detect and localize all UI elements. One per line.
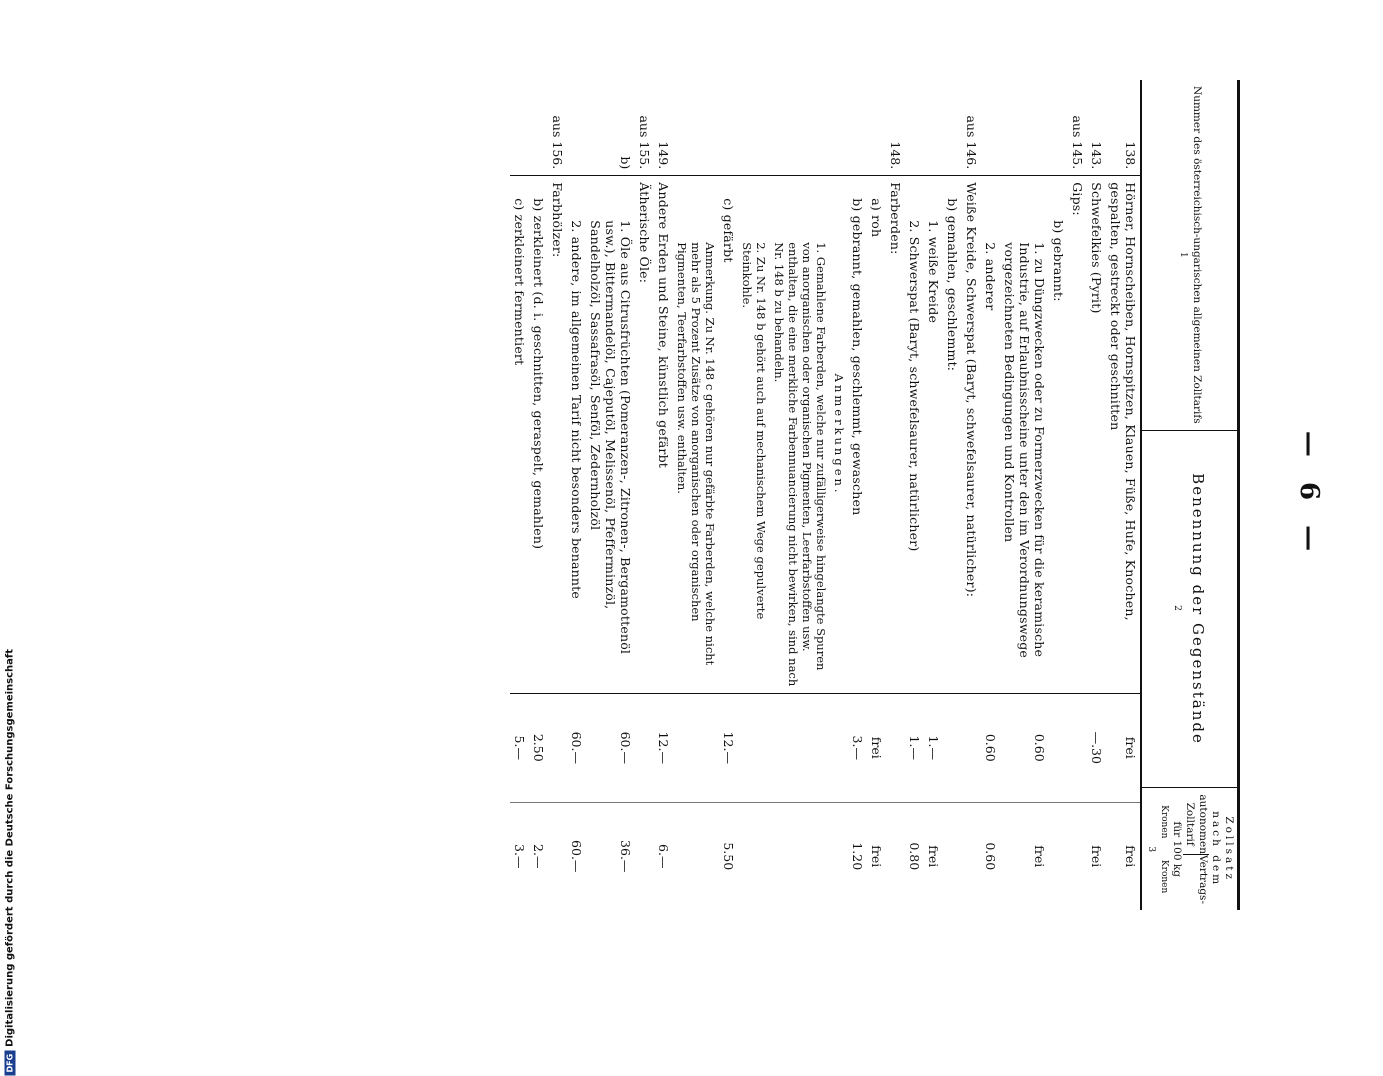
tariff-number (529, 80, 548, 176)
table-row (905, 80, 924, 910)
treaty-rate (962, 802, 981, 910)
tariff-number: aus 156. (548, 80, 567, 176)
table-header-row (1141, 80, 1239, 910)
tariff-table-rotated (150, 80, 1240, 910)
header-rate: Zollsatz nach dem autonomen Zolltarif Vertrags- für 100 kg Kronen Kronen 3 (1141, 788, 1239, 910)
table-row (1068, 80, 1087, 910)
header-designation: Benennung der Gegenstände 2 (1141, 430, 1239, 788)
tariff-number (770, 80, 830, 176)
table-row (548, 80, 567, 910)
tariff-number: aus 145. (1068, 80, 1087, 176)
autonomous-rate: 1.— (924, 694, 943, 802)
header-autonomous: autonomen Zolltarif (1184, 794, 1209, 854)
tariff-number (848, 80, 867, 176)
tariff-number (943, 80, 962, 176)
tariff-number (1000, 80, 1049, 176)
tariff-body (510, 80, 1140, 910)
table-row (510, 80, 529, 910)
header-currency-b: Kronen (1159, 859, 1169, 894)
header-currency-a: Kronen (1159, 805, 1169, 839)
dfg-logo: DFG (5, 1051, 16, 1076)
designation: b) gebrannt: (1049, 176, 1068, 694)
treaty-rate: frei (926, 845, 941, 868)
tariff-number: aus 155. (635, 80, 654, 176)
autonomous-rate (635, 694, 654, 802)
tariff-number (510, 80, 529, 176)
treaty-rate: 1.20 (850, 842, 865, 871)
table-row (673, 80, 719, 910)
tariff-number (567, 80, 586, 176)
tariff-number (830, 80, 848, 176)
table-row (830, 80, 848, 910)
tariff-number (738, 80, 770, 176)
tariff-number (673, 80, 719, 176)
treaty-rate (830, 802, 848, 910)
autonomous-rate: 2.50 (529, 694, 548, 802)
autonomous-rate: 3.— (848, 694, 867, 802)
treaty-rate: 60.— (569, 840, 584, 873)
autonomous-rate: 60.— (586, 694, 635, 802)
designation: c) gefärbt (719, 176, 738, 694)
designation: Andere Erden und Steine, künstlich gefärbt (654, 176, 673, 694)
tariff-number (905, 80, 924, 176)
autonomous-rate (962, 694, 981, 802)
designation: b) gebrannt, gemahlen, geschlemmt, gewaschen (848, 176, 867, 694)
table-row (848, 80, 867, 910)
designation: 1. Öle aus Citrusfrüchten (Pomeranzen-, Zitronen-, Bergamottenöl usw.), Bittermandelöl, Cajeputöl, Melissenöl, Pfefferminzöl, Sandelholzöl, Sassafrasöl, Senföl, Zedernholzöl (586, 176, 635, 694)
designation: 1. zu Düngzwecken oder zu Formerzwecken für die keramische Industrie, auf Erlaubnisscheine unter den im Verordnungswege vorgezeichneten Bedingungen und Kontrollen (1000, 176, 1049, 694)
designation: 1. weiße Kreide (924, 176, 943, 694)
autonomous-rate: 0.60 (1000, 694, 1049, 802)
table-row (770, 80, 830, 910)
table-row (943, 80, 962, 910)
footer-text: Digitalisierung gefördert durch die Deutsche Forschungsgemeinschaft (4, 648, 16, 1047)
tariff-number (924, 80, 943, 176)
autonomous-rate: 1.— (905, 694, 924, 802)
table-row (924, 80, 943, 910)
header-number: Nummer des österreichisch-ungarischen allgemeinen Zolltarifs 1 (1141, 80, 1239, 430)
autonomous-rate: 12.— (654, 694, 673, 802)
designation: c) zerkleinert fermentiert (510, 176, 529, 694)
designation: a) roh (867, 176, 886, 694)
designation: Anmerkung. Zu Nr. 148 c gehören nur gefärbte Farberden, welche nicht mehr als 5 Prozent Zusätze von anorganischen oder organischen Pigmenten, Teerfarbstoffen usw. enthalten. (673, 176, 719, 694)
tariff-number: 143. (1087, 80, 1106, 176)
header-rate-title: Zollsatz nach dem (1210, 811, 1235, 888)
autonomous-rate (830, 694, 848, 802)
table-row (1049, 80, 1068, 910)
treaty-rate (548, 802, 567, 910)
footer-credit (5, 516, 16, 1076)
designation: Gips: (1068, 176, 1087, 694)
table-row (654, 80, 673, 910)
designation: 2. Zu Nr. 148 b gehört auch auf mechanischem Wege gepulverte Steinkohle. (738, 176, 770, 694)
table-row (1000, 80, 1049, 910)
designation: Farbhölzer: (548, 176, 567, 694)
designation: 2. anderer (981, 176, 1000, 694)
autonomous-rate: 12.— (719, 694, 738, 802)
tariff-number: 138. (1106, 80, 1140, 176)
header-unit: für 100 kg (1171, 821, 1183, 877)
treaty-rate: frei (869, 845, 884, 868)
autonomous-rate (770, 694, 830, 802)
autonomous-rate (886, 694, 905, 802)
autonomous-rate (673, 694, 719, 802)
designation: Anmerkungen. (830, 176, 848, 694)
tariff-number (867, 80, 886, 176)
autonomous-rate (738, 694, 770, 802)
table-row (586, 80, 635, 910)
table-row (886, 80, 905, 910)
autonomous-rate (1068, 694, 1087, 802)
treaty-rate: 3.— (512, 844, 527, 869)
autonomous-rate: —.30 (1087, 694, 1106, 802)
treaty-rate (1049, 802, 1068, 910)
treaty-rate (770, 802, 830, 910)
designation: b) zerkleinert (d. i. geschnitten, geraspelt, gemahlen) (529, 176, 548, 694)
treaty-rate: 2.— (531, 844, 546, 869)
autonomous-rate (548, 694, 567, 802)
autonomous-rate: 5.— (510, 694, 529, 802)
header-treaty: Vertrags- (1197, 854, 1209, 904)
treaty-rate: 0.80 (907, 842, 922, 871)
table-row (719, 80, 738, 910)
autonomous-rate: 0.60 (981, 694, 1000, 802)
table-row (529, 80, 548, 910)
tariff-table (1140, 80, 1240, 910)
table-row (635, 80, 654, 910)
designation: 2. andere, im allgemeinen Tarif nicht besonders benannte (567, 176, 586, 694)
tariff-number: 148. (886, 80, 905, 176)
tariff-number: b) (586, 80, 635, 176)
table-row (867, 80, 886, 910)
treaty-rate: 0.60 (983, 842, 998, 871)
table-row (1106, 80, 1140, 910)
autonomous-rate: frei (867, 694, 886, 802)
designation: Weiße Kreide, Schwerspat (Baryt, schwefelsaurer, natürlicher): (962, 176, 981, 694)
treaty-rate (738, 802, 770, 910)
page-number: — 6 — (1294, 430, 1325, 560)
autonomous-rate: 60.— (567, 694, 586, 802)
designation: b) gemahlen, geschlemmt: (943, 176, 962, 694)
table-row (1087, 80, 1106, 910)
treaty-rate: frei (1123, 845, 1138, 868)
tariff-number (981, 80, 1000, 176)
table-row (962, 80, 981, 910)
autonomous-rate (1049, 694, 1068, 802)
designation: 1. Gemahlene Farberden, welche nur zufälligerweise hingelangte Spuren von anorganischen oder organischen Pigmenten, Leerfarbstoffen usw. enthalten, die eine merkliche Farbennuancierung nicht bewirken, sind nach Nr. 148 b zu behandeln. (770, 176, 830, 694)
treaty-rate: 6.— (656, 844, 671, 869)
designation: 2. Schwerspat (Baryt, schwefelsaurer, natürlicher) (905, 176, 924, 694)
treaty-rate (943, 802, 962, 910)
designation: Farberden: (886, 176, 905, 694)
treaty-rate (635, 802, 654, 910)
designation: Ätherische Öle: (635, 176, 654, 694)
table-row (981, 80, 1000, 910)
table-row (567, 80, 586, 910)
tariff-number: 149. (654, 80, 673, 176)
designation: Hörner, Hornscheiben, Hornspitzen, Klauen, Füße, Hufe, Knochen, gespalten, gestreckt oder geschnitten (1106, 176, 1140, 694)
treaty-rate: 5.50 (721, 842, 736, 871)
tariff-number (719, 80, 738, 176)
treaty-rate: frei (1089, 845, 1104, 868)
treaty-rate: frei (1032, 845, 1047, 868)
designation: Schwefelkies (Pyrit) (1087, 176, 1106, 694)
treaty-rate (673, 802, 719, 910)
treaty-rate: 36.— (618, 840, 633, 873)
table-row (738, 80, 770, 910)
autonomous-rate: frei (1106, 694, 1140, 802)
tariff-number: aus 146. (962, 80, 981, 176)
treaty-rate (1068, 802, 1087, 910)
autonomous-rate (943, 694, 962, 802)
treaty-rate (886, 802, 905, 910)
tariff-number (1049, 80, 1068, 176)
